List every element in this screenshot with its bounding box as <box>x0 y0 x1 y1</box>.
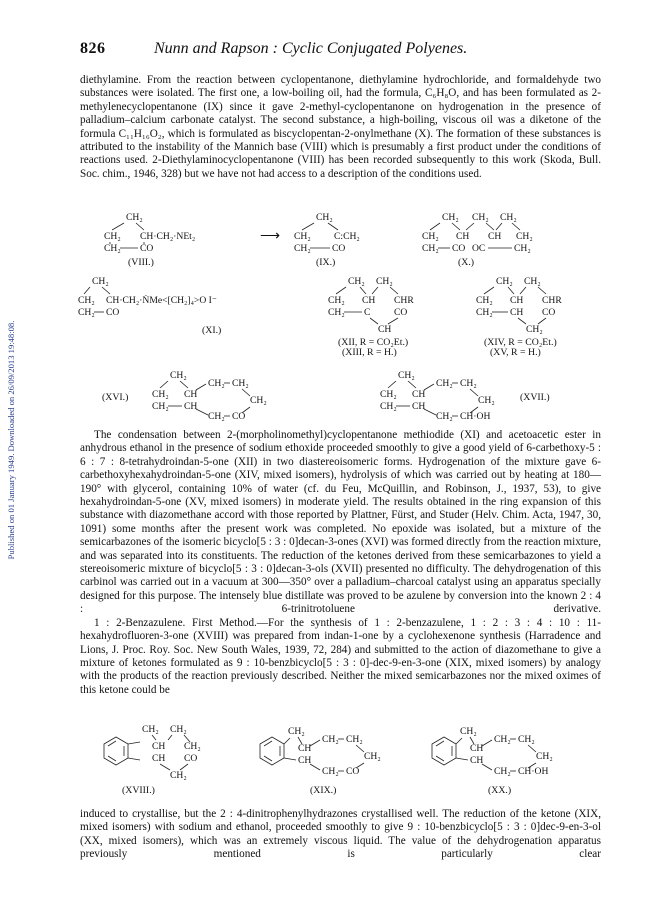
svg-text:OC: OC <box>472 243 486 254</box>
svg-text:CH: CH <box>470 755 484 766</box>
svg-text:CH₂: CH₂ <box>500 212 517 223</box>
paragraph: The condensation between 2-(morpholinomethyl)cyclopentanone methiodide (XI) and acetoacetic ester in anhydrous ethanol in the presence of sodium ethoxide proceeded smoothly to give a good yield of 6-carbethoxy-5 : 6 : 7 : 8-tetrahydroindan-5-one (XII) in two diastereoisomeric forms. Hydrogenation of the mixture gave 6-carbethoxyhexahydroindan-5-one (XIV, mixed isomers), hydrolysis of which was carried out by heating at 180—190° with glycerol, containing 10% of water (cf. du Feu, McQuillin, and Robinson, J., 1937, 53), to give hexahydroindan-5-one (XV, mixed isomers) in moderate yield. The results obtained in the ring expansion of this substance with diazomethane accord with those reported by Plattner, Fürst, and Studer (Helv. Chim. Acta, 1947, 30, 1091) some months after the present work was completed. No epoxide was isolated, but a mixture of the semicarbazones of the isomeric bicyclo[5 : 3 : 0]decan-3-ones (XVI) was formed directly from the reaction mixture, and was separated into its constituents. The reduction of the ketones derived from these semicarbazones to yield a stereoisomeric mixture of bicyclo[5 : 3 : 0]decan-3-ols (XVII) presented no difficulty. The dehydrogenation of this carbinol was carried out in a vacuum at 300—350° over a palladium–charcoal catalyst using an apparatus specially designed for this purpose. The intensely blue distillate was proved to be azulene by conversion into the known 2 : 4 : 6-trinitrotoluene derivative. <box>80 429 601 616</box>
svg-text:CH₂: CH₂ <box>328 307 345 318</box>
svg-text:CH₂: CH₂ <box>376 276 393 287</box>
structures-xviii-to-xx <box>80 720 601 804</box>
running-title: Nunn and Rapson : Cyclic Conjugated Polyenes. <box>154 40 468 57</box>
svg-text:CH₂: CH₂ <box>476 295 493 306</box>
svg-text:CH₂: CH₂ <box>524 276 541 287</box>
svg-text:CH₂: CH₂ <box>78 307 95 318</box>
svg-text:CH₂: CH₂ <box>348 276 365 287</box>
svg-text:CH₂: CH₂ <box>526 324 543 335</box>
svg-text:CH₂: CH₂ <box>78 295 95 306</box>
svg-text:CH₂: CH₂ <box>294 243 311 254</box>
svg-text:CO: CO <box>346 766 360 777</box>
svg-text:CH: CH <box>412 401 426 412</box>
page-header <box>80 40 600 64</box>
svg-text:CH₂: CH₂ <box>494 734 511 745</box>
svg-text:CH: CH <box>152 753 166 764</box>
paragraph: diethylamine. From the reaction between cyclopentanone, diethylamine hydrochloride, and formaldehyde two substances were isolated. The first one, a low-boiling oil, had the formula, C₆H₈O, and has been formulated as 2-methylenecyclopentanone (IX) since it gave 2-methyl-cyclopentanone on hydrogenation in the presence of palladium–calcium carbonate catalyst. The second substance, a high-boiling, viscous oil was a diketone of the formula C₁₁H₁₆O₂, which is formulated as biscyclopentan-2-onylmethane (X). The formation of these substances is attributed to the instability of the Mannich base (VIII) which is presumably a first product under the conditions of reactions used. 2-Diethylaminocyclopentanone (VIII) has been recorded subsequently to this work (Skoda, Bull. Soc. chim., 1946, 328) but we have not had access to a description of the conditions used. <box>80 74 601 180</box>
structure-xi <box>78 276 221 336</box>
svg-text:CH₂: CH₂ <box>232 378 249 389</box>
svg-text:CH₂: CH₂ <box>126 212 143 223</box>
svg-text:CH: CH <box>456 231 470 242</box>
svg-text:CH: CH <box>510 307 524 318</box>
structure-ix <box>294 212 360 268</box>
paragraph: induced to crystallise, but the 2 : 4-dinitrophenylhydrazones crystallised well. The reduction of the ketone (XIX, mixed isomers) with sodium and ethanol, proceeded smoothly to give 9 : 10-benzbicyclo[5 : 3 : 0]dec-9-en-3-ol (XX, mixed isomers), which was an extremely viscous liquid. The value of the dehydrogenation apparatus previously mentioned is particularly clear <box>80 808 601 861</box>
svg-text:CH₂: CH₂ <box>364 751 381 762</box>
svg-text:CH₂: CH₂ <box>184 741 201 752</box>
label-xvii: (XVII.) <box>520 392 550 403</box>
svg-text:CO: CO <box>452 243 466 254</box>
svg-text:CO: CO <box>140 243 154 254</box>
svg-text:CH: CH <box>378 324 392 335</box>
structures-viii-to-xvii <box>80 206 601 422</box>
svg-text:CH₂: CH₂ <box>380 389 397 400</box>
paragraph: 1 : 2-Benzazulene. First Method.—For the synthesis of 1 : 2-benzazulene, 1 : 2 : 3 : 4 : 10 : 11-hexahydrofluoren-3-one (XVIII) was prepared from indan-1-one by a cyclohexenone synthesis (Harradence and Lions, J. Proc. Roy. Soc. New South Wales, 1939, 72, 284) and submitted to the action of diazomethane to give a mixture of ketones formulated as 9 : 10-benzbicyclo[5 : 3 : 0]-dec-9-en-3-one (XIX, mixed isomers) by analogy with the products of the reaction previously described. Neither the mixed semicarbazones nor the mixed oximes of this ketone could be <box>80 616 601 696</box>
label-xv: (XV, R = H.) <box>490 347 541 358</box>
svg-text:CH₂: CH₂ <box>328 295 345 306</box>
svg-text:CH: CH <box>362 295 376 306</box>
svg-text:CH₂: CH₂ <box>472 212 489 223</box>
structure-xii-xiii <box>328 276 414 358</box>
svg-text:CH₂: CH₂ <box>514 243 531 254</box>
svg-text:CO: CO <box>184 753 198 764</box>
svg-text:CH₂: CH₂ <box>316 212 333 223</box>
svg-text:CH₂: CH₂ <box>104 231 121 242</box>
svg-text:CH₂: CH₂ <box>152 389 169 400</box>
svg-text:CH₂: CH₂ <box>422 231 439 242</box>
label-xi: (XI.) <box>202 325 222 336</box>
svg-text:CH: CH <box>412 389 426 400</box>
svg-text:CH: CH <box>298 743 312 754</box>
svg-text:CH₂: CH₂ <box>250 395 267 406</box>
svg-text:CH₂: CH₂ <box>170 724 187 735</box>
svg-text:CH₂: CH₂ <box>170 770 187 781</box>
svg-text:CH·CH₂·ṄMe<[CH₂]₄>O I⁻: CH·CH₂·ṄMe<[CH₂]₄>O I⁻ <box>106 295 217 306</box>
svg-text:CH: CH <box>298 755 312 766</box>
label-xiii: (XIII, R = H.) <box>342 347 397 358</box>
svg-text:CH₂: CH₂ <box>496 276 513 287</box>
structure-viii <box>104 212 195 268</box>
svg-text:⟶: ⟶ <box>260 229 281 244</box>
label-viii: (VIII.) <box>128 257 154 268</box>
svg-text:CH₂: CH₂ <box>208 378 225 389</box>
label-ix: (IX.) <box>316 257 336 268</box>
svg-text:CH·OH: CH·OH <box>518 766 549 777</box>
svg-text:CH₂: CH₂ <box>460 378 477 389</box>
svg-text:CH₂: CH₂ <box>518 734 535 745</box>
svg-text:CHR: CHR <box>542 295 562 306</box>
structure-xvi <box>102 370 267 422</box>
svg-text:CH₂: CH₂ <box>478 395 495 406</box>
svg-text:CO: CO <box>232 411 246 422</box>
structure-xiv-xv <box>476 276 562 358</box>
svg-text:CH₂: CH₂ <box>380 401 397 412</box>
svg-text:CH₂: CH₂ <box>422 243 439 254</box>
svg-text:CH₂: CH₂ <box>436 378 453 389</box>
svg-text:CH₂: CH₂ <box>322 734 339 745</box>
svg-text:CH: CH <box>184 401 198 412</box>
svg-text:CH·CH₂·NEt₂: CH·CH₂·NEt₂ <box>140 231 196 242</box>
label-xviii: (XVIII.) <box>122 785 155 796</box>
svg-text:CH₂: CH₂ <box>442 212 459 223</box>
svg-text:CH₂: CH₂ <box>516 231 533 242</box>
svg-text:CH₂: CH₂ <box>536 751 553 762</box>
page-number: 826 <box>80 40 106 57</box>
svg-text:CH: CH <box>152 741 166 752</box>
structure-xvii <box>380 370 550 422</box>
svg-text:CH: CH <box>470 743 484 754</box>
svg-text:CH₂: CH₂ <box>152 401 169 412</box>
svg-text:CH₂: CH₂ <box>436 411 453 422</box>
svg-text:CH: CH <box>184 389 198 400</box>
svg-text:C:CH₂: C:CH₂ <box>334 231 360 242</box>
label-xvi: (XVI.) <box>102 392 129 403</box>
svg-text:C: C <box>364 307 371 318</box>
svg-text:CO: CO <box>394 307 408 318</box>
svg-text:CH₂: CH₂ <box>346 734 363 745</box>
svg-text:CH₂: CH₂ <box>294 231 311 242</box>
svg-text:CH: CH <box>510 295 524 306</box>
body-text-bottom <box>80 808 601 862</box>
svg-text:CH₂: CH₂ <box>92 276 109 287</box>
label-xx: (XX.) <box>488 785 512 796</box>
svg-text:CH₂: CH₂ <box>460 726 477 737</box>
svg-text:CH: CH <box>488 231 502 242</box>
svg-text:CH₂: CH₂ <box>322 766 339 777</box>
svg-text:CO: CO <box>542 307 556 318</box>
svg-text:CH₂: CH₂ <box>494 766 511 777</box>
structure-xviii <box>104 724 201 796</box>
svg-text:CH₂: CH₂ <box>208 411 225 422</box>
download-stamp-text: Published on 01 January 1949. Downloaded on 26/09/2013 19:48:08. <box>6 320 16 560</box>
download-stamp <box>2 40 20 840</box>
label-x: (X.) <box>458 257 475 268</box>
body-text-top <box>80 74 601 181</box>
svg-text:CHR: CHR <box>394 295 414 306</box>
svg-text:CH₂: CH₂ <box>398 370 415 381</box>
svg-text:CO: CO <box>332 243 346 254</box>
label-xix: (XIX.) <box>310 785 337 796</box>
svg-text:CH₂: CH₂ <box>142 724 159 735</box>
structure-xix <box>260 726 381 796</box>
svg-text:CH₂: CH₂ <box>288 726 305 737</box>
structure-x <box>422 212 533 268</box>
svg-text:CH·OH: CH·OH <box>460 411 491 422</box>
svg-text:CH₂: CH₂ <box>170 370 187 381</box>
structure-xx <box>432 726 553 796</box>
label-xii: (XII, R = CO₂Et.) <box>338 337 409 348</box>
body-text-middle <box>80 429 601 697</box>
svg-text:CO: CO <box>106 307 120 318</box>
svg-text:CH₂: CH₂ <box>476 307 493 318</box>
label-xiv: (XIV, R = CO₂Et.) <box>484 337 557 348</box>
svg-text:CH₂: CH₂ <box>104 243 121 254</box>
